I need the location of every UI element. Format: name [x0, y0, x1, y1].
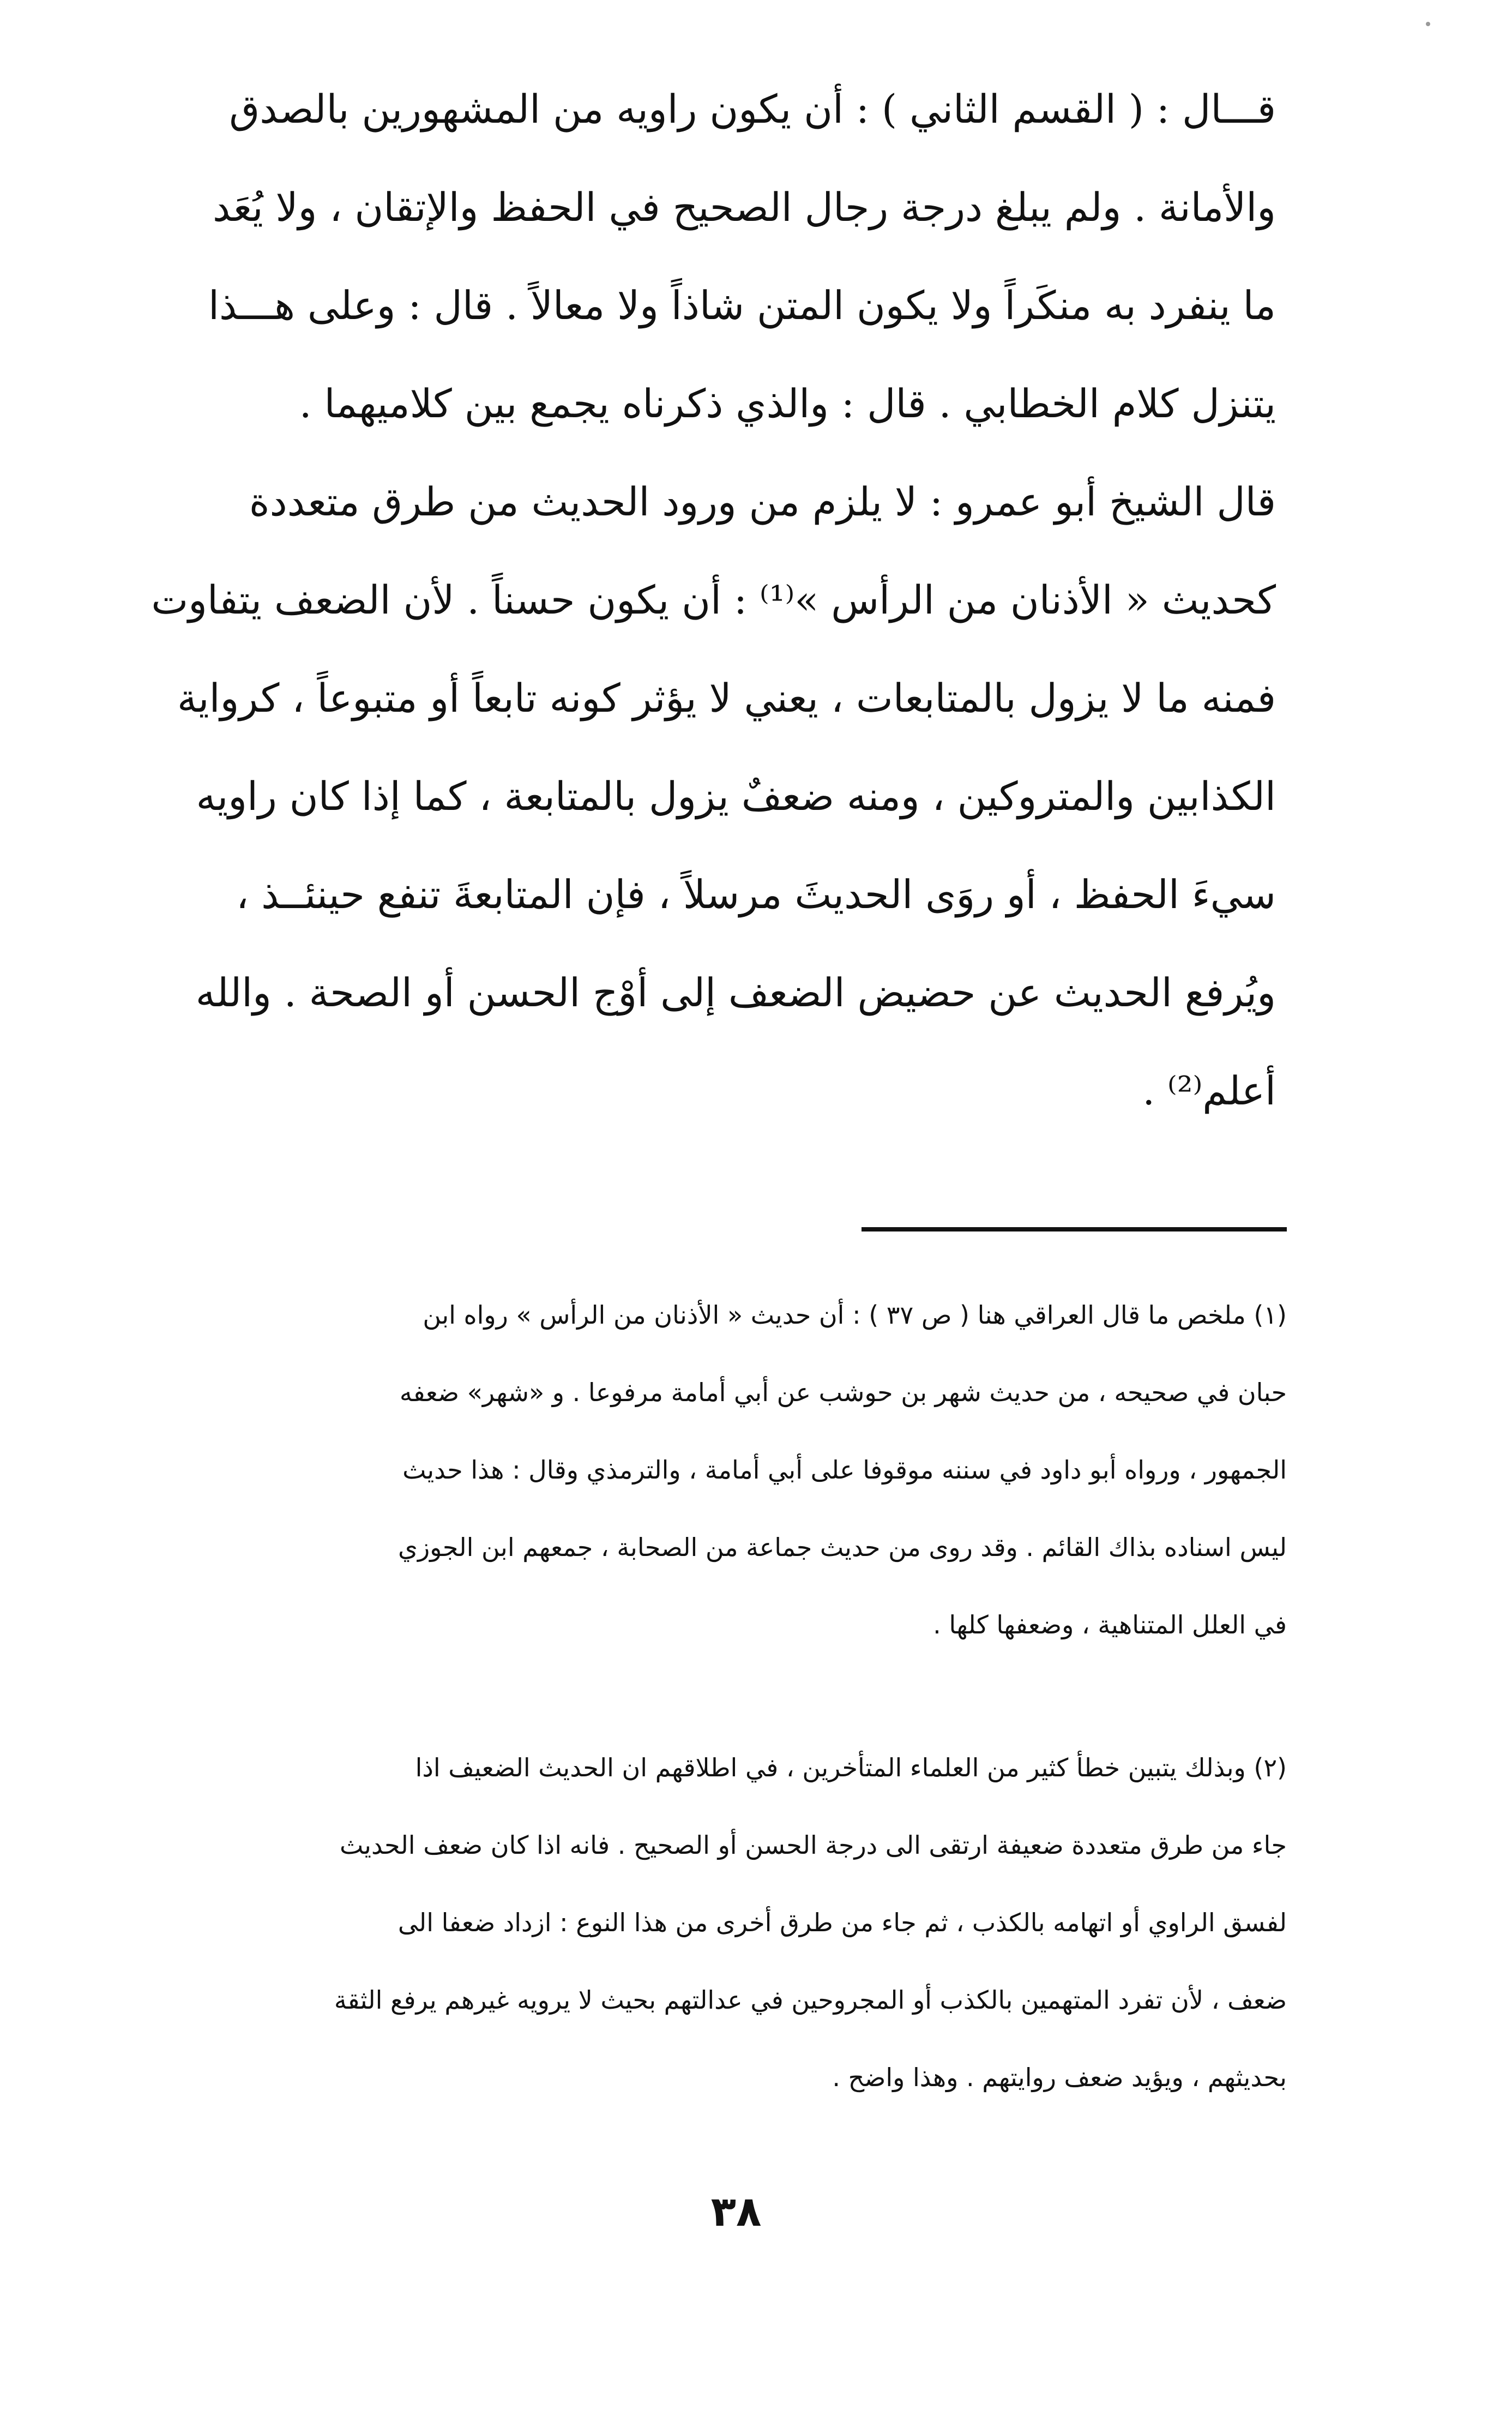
page-number: ٣٨ — [710, 2187, 762, 2236]
main-paragraph-2: قال الشيخ أبو عمرو : لا يلزم من ورود الحديث من طرق متعددة كحديث « الأذنان من الرأس »⁽¹⁾ : أن يكون حسناً . لأن الضعف يتفاوت فمنه ما لا يزول بالمتابعات ، يعني لا يؤثر كونه تابعاً أو متبوعاً ، كرواية الكذابين والمتروكين ، ومنه ضعفٌ يزول بالمتابعة ، كما إذا كان راويه سيءَ الحفظ ، أو روَى الحديثَ مرسلاً ، فإن المتابعةَ تنفع حينئــذ ، ويُرفع الحديث عن حضيض الضعف إلى أوْج الحسن أو الصحة . والله أعلم⁽²⁾ . — [151, 479, 1276, 1114]
main-paragraph-1: قـــال : ( القسم الثاني ) : أن يكون راويه من المشهورين بالصدق والأمانة . ولم يبلغ درجة رجال الصحيح في الحفظ والإتقان ، ولا يُعَد ما ينفرد به منكَراً ولا يكون المتن شاذاً ولا معالاً . قال : وعلى هـــذا يتنزل كلام الخطابي . قال : والذي ذكرناه يجمع بين كلاميهما . — [208, 86, 1276, 426]
footnote-divider — [862, 1227, 1287, 1231]
footnote-1: (١) ملخص ما قال العراقي هنا ( ص ٣٧ ) : أن حديث « الأذنان من الرأس » رواه ابن حبان في صحيحه ، من حديث شهر بن حوشب عن أبي أمامة مرفوعا . و «شهر» ضعفه الجمهور ، ورواه أبو داود في سننه موقوفا على أبي أمامة ، والترمذي وقال : هذا حديث ليس اسناده بذاك القائم . وقد روى من حديث جماعة من الصحابة ، جمعهم ابن الجوزي في العلل المتناهية ، وضعفها كلها . — [397, 1300, 1287, 1639]
footnote-2: (٢) وبذلك يتبين خطأ كثير من العلماء المتأخرين ، في اطلاقهم ان الحديث الضعيف اذا جاء من طرق متعددة ضعيفة ارتقى الى درجة الحسن أو الصحيح . فانه اذا كان ضعف الحديث لفسق الراوي أو اتهامه بالكذب ، ثم جاء من طرق أخرى من هذا النوع : ازداد ضعفا الى ضعف ، لأن تفرد المتهمين بالكذب أو المجروحين في عدالتهم بحيث لا يرويه غيرهم يرفع الثقة بحديثهم ، ويؤيد ضعف روايتهم . وهذا واضح . — [334, 1753, 1287, 2092]
scan-speck — [1426, 22, 1430, 26]
